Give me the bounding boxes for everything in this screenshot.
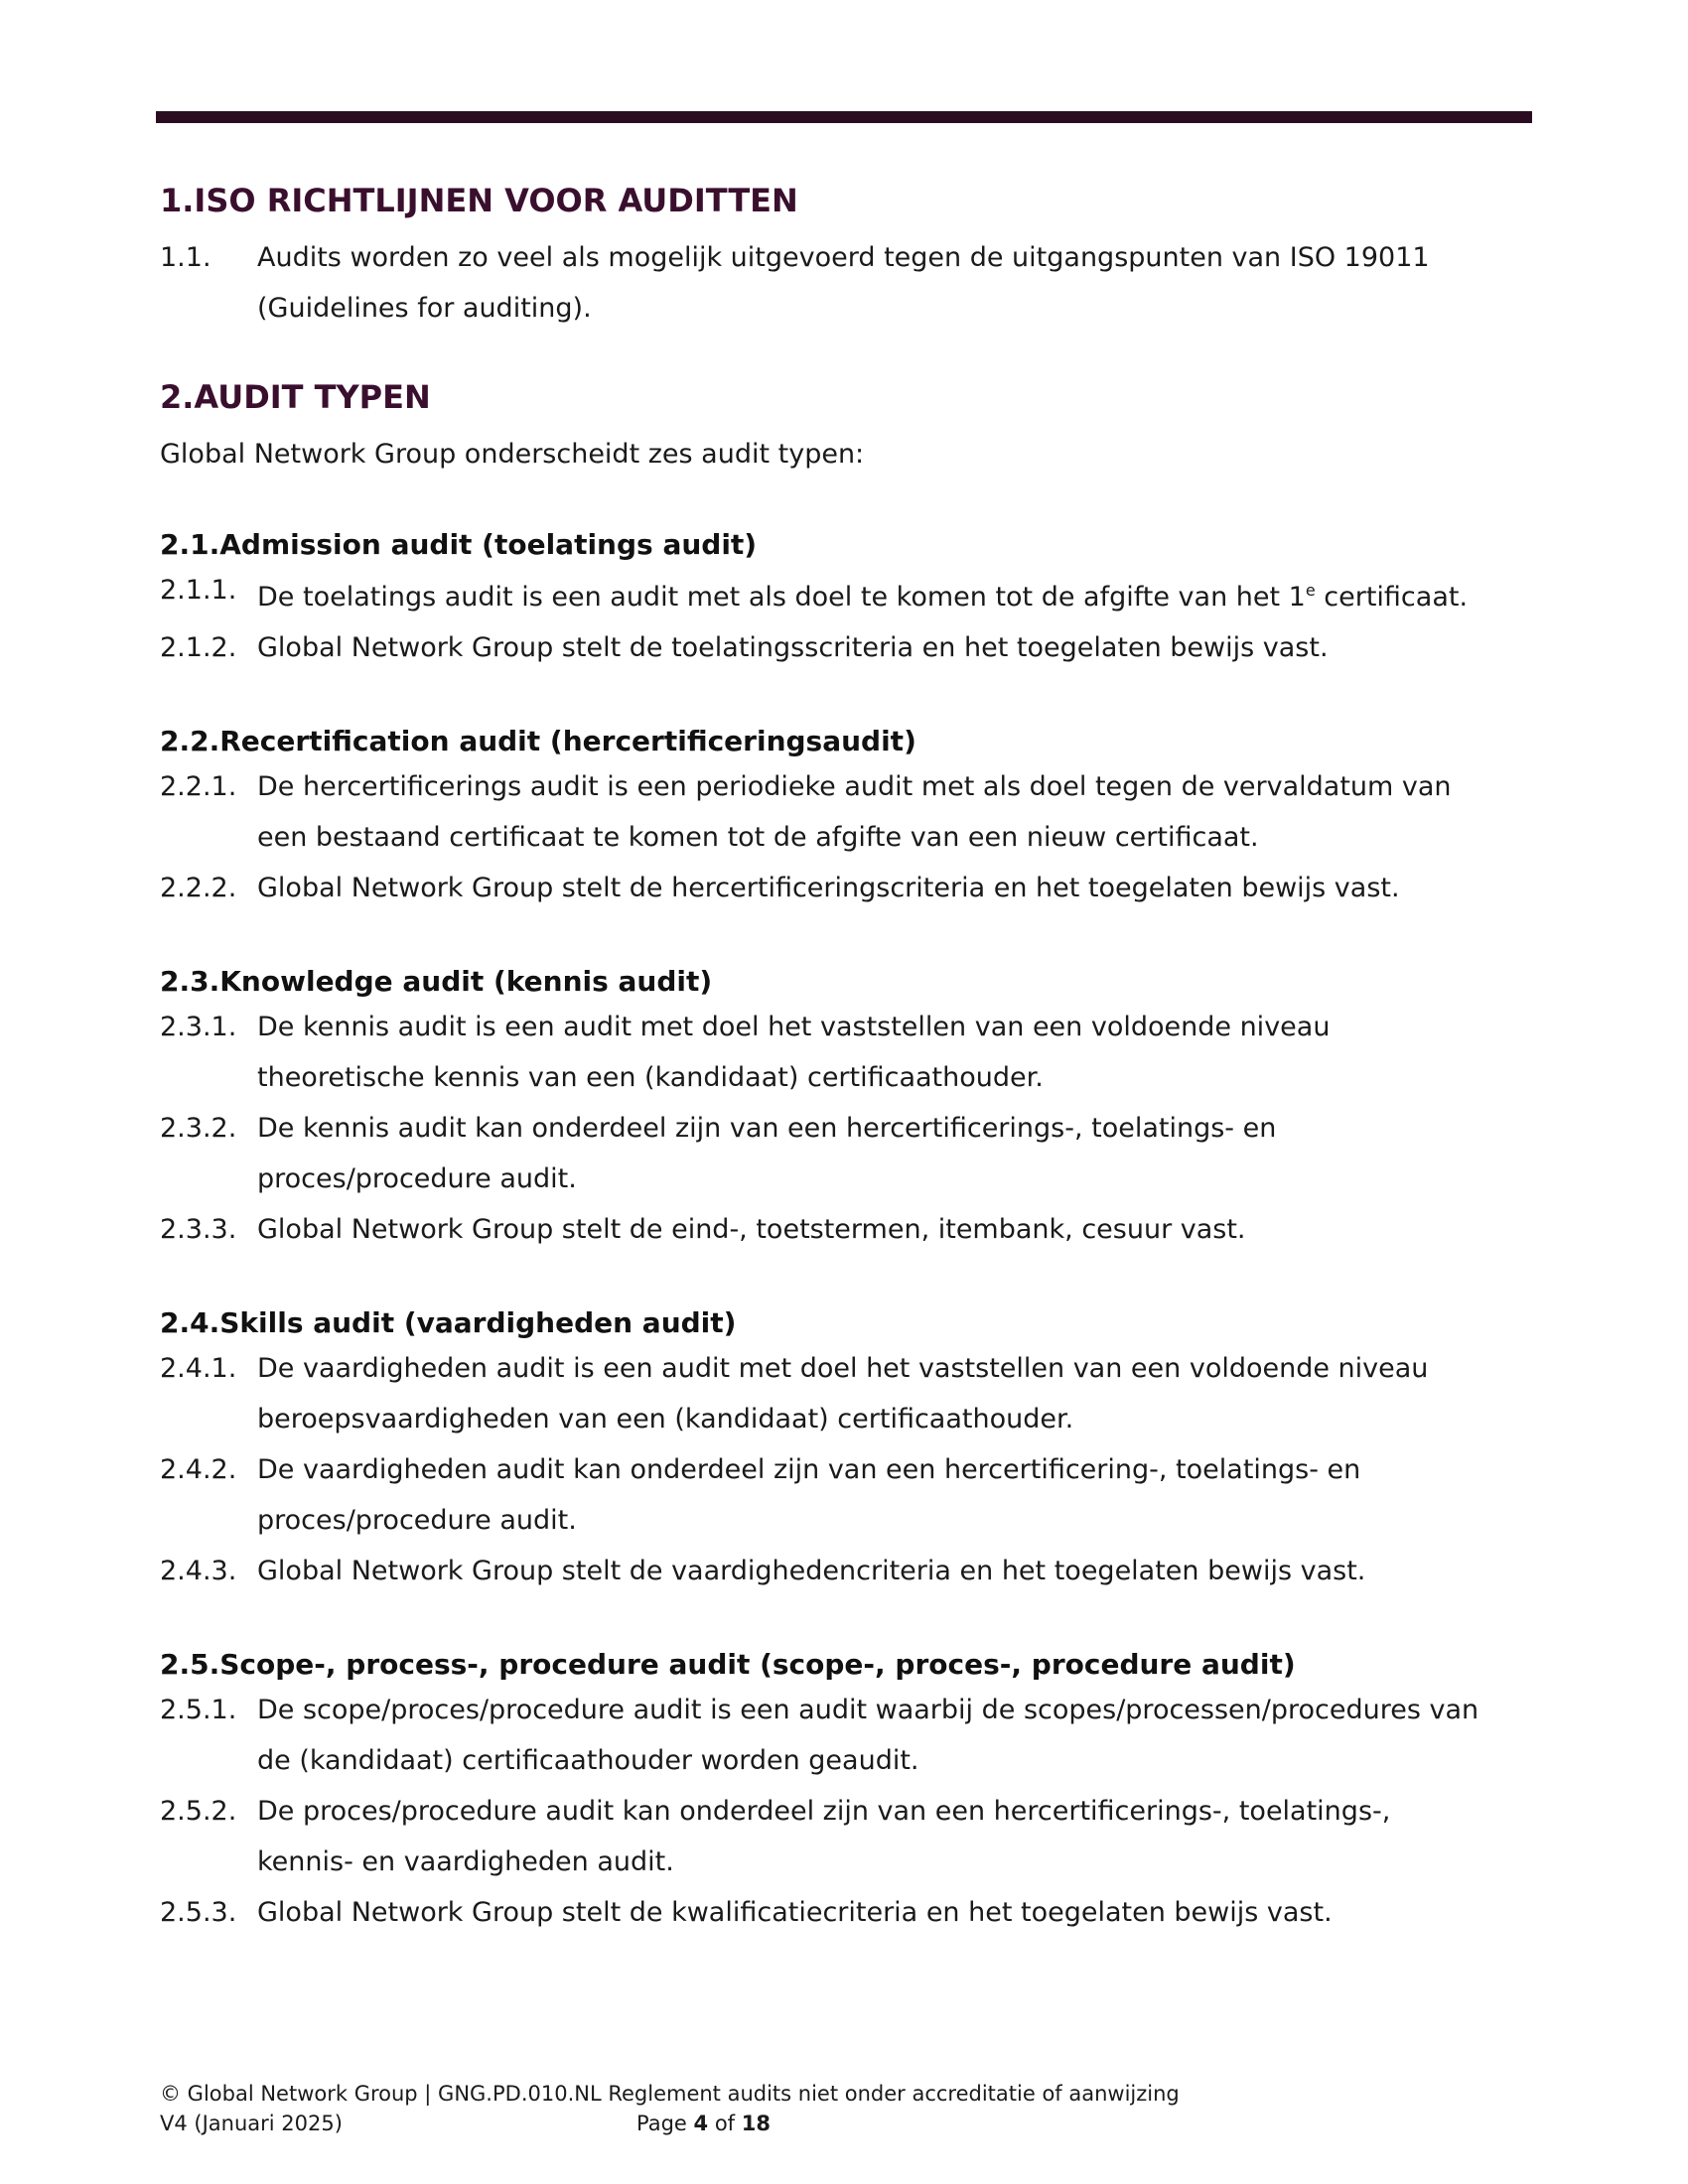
list-item <box>160 622 1530 673</box>
subsection-2-3-title: 2.3.Knowledge audit (kennis audit) <box>160 965 713 998</box>
item-number: 2.5.2. <box>160 1796 237 1827</box>
subsection-2-1-title: 2.1.Admission audit (toelatings audit) <box>160 528 758 561</box>
item-text: De toelatings audit is een audit met als doel te komen tot de afgifte van het 1e certificaat. <box>257 581 1469 613</box>
page-footer <box>160 2079 1180 2138</box>
item-number: 2.5.3. <box>160 1897 237 1928</box>
item-text: Global Network Group stelt de hercertificeringscriteria en het toegelaten bewijs vast. <box>257 873 1400 903</box>
item-number: 2.4.1. <box>160 1353 237 1384</box>
section-1-title: 1.ISO RICHTLIJNEN VOOR AUDITTEN <box>160 182 798 219</box>
list-item <box>160 1887 1530 1938</box>
item-text: Global Network Group stelt de eind-, toetstermen, itembank, cesuur vast. <box>257 1214 1246 1245</box>
item-text: Global Network Group stelt de vaardighedencriteria en het toegelaten bewijs vast. <box>257 1556 1366 1586</box>
list-item <box>160 1546 1530 1596</box>
item-text: De proces/procedure audit kan onderdeel zijn van een hercertificerings-, toelatings-, kennis- en vaardigheden audit. <box>257 1796 1391 1877</box>
page-number: Page 4 of 18 <box>636 2112 771 2135</box>
list-item <box>160 565 1530 622</box>
item-number: 2.3.2. <box>160 1113 237 1144</box>
item-text: De scope/proces/procedure audit is een audit waarbij de scopes/processen/procedures van de (kandidaat) certificaathouder worden geaudit. <box>257 1695 1479 1776</box>
item-text: De vaardigheden audit is een audit met doel het vaststellen van een voldoende niveau beroepsvaardigheden van een (kandidaat) certificaathouder. <box>257 1353 1429 1434</box>
list-item <box>160 1103 1530 1204</box>
item-text: Audits worden zo veel als mogelijk uitgevoerd tegen de uitgangspunten van ISO 19011 (Guidelines for auditing). <box>257 242 1430 324</box>
item-number: 2.3.3. <box>160 1214 237 1245</box>
document-body <box>160 179 1530 1938</box>
list-item <box>160 761 1530 863</box>
header-rule <box>156 111 1532 123</box>
subsection-2-5-title: 2.5.Scope-, process-, procedure audit (scope-, proces-, procedure audit) <box>160 1648 1296 1681</box>
item-text: Global Network Group stelt de toelatingsscriteria en het toegelaten bewijs vast. <box>257 632 1329 663</box>
item-number: 2.1.2. <box>160 632 237 663</box>
item-text: De kennis audit kan onderdeel zijn van een hercertificerings-, toelatings- en proces/procedure audit. <box>257 1113 1277 1194</box>
list-item <box>160 1685 1530 1786</box>
item-number: 2.4.2. <box>160 1454 237 1485</box>
list-item <box>160 1002 1530 1103</box>
item-number: 2.4.3. <box>160 1556 237 1586</box>
item-number: 2.5.1. <box>160 1695 237 1725</box>
item-number: 2.2.2. <box>160 873 237 903</box>
item-number: 2.1.1. <box>160 575 237 606</box>
list-item <box>160 1444 1530 1546</box>
item-text: Global Network Group stelt de kwalificatiecriteria en het toegelaten bewijs vast. <box>257 1897 1333 1928</box>
item-text: De kennis audit is een audit met doel het vaststellen van een voldoende niveau theoretische kennis van een (kandidaat) certificaathouder. <box>257 1012 1331 1093</box>
subsection-2-4-title: 2.4.Skills audit (vaardigheden audit) <box>160 1306 737 1339</box>
item-number: 2.3.1. <box>160 1012 237 1042</box>
item-number: 1.1. <box>160 242 211 273</box>
item-number: 2.2.1. <box>160 771 237 802</box>
section-2-title: 2.AUDIT TYPEN <box>160 378 431 416</box>
section-2-intro: Global Network Group onderscheidt zes audit typen: <box>160 439 865 470</box>
list-item <box>160 1204 1530 1255</box>
footer-copyright: © Global Network Group | GNG.PD.010.NL Reglement audits niet onder accreditatie of aanwijzing <box>160 2082 1180 2106</box>
list-item <box>160 863 1530 913</box>
item-text: De hercertificerings audit is een periodieke audit met als doel tegen de vervaldatum van een bestaand certificaat te komen tot de afgifte van een nieuw certificaat. <box>257 771 1452 853</box>
item-text: De vaardigheden audit kan onderdeel zijn van een hercertificering-, toelatings- en proces/procedure audit. <box>257 1454 1361 1536</box>
subsection-2-2-title: 2.2.Recertification audit (hercertificeringsaudit) <box>160 725 916 757</box>
list-item <box>160 1343 1530 1444</box>
list-item <box>160 232 1530 334</box>
list-item <box>160 1786 1530 1887</box>
footer-version: V4 (Januari 2025) <box>160 2112 343 2135</box>
